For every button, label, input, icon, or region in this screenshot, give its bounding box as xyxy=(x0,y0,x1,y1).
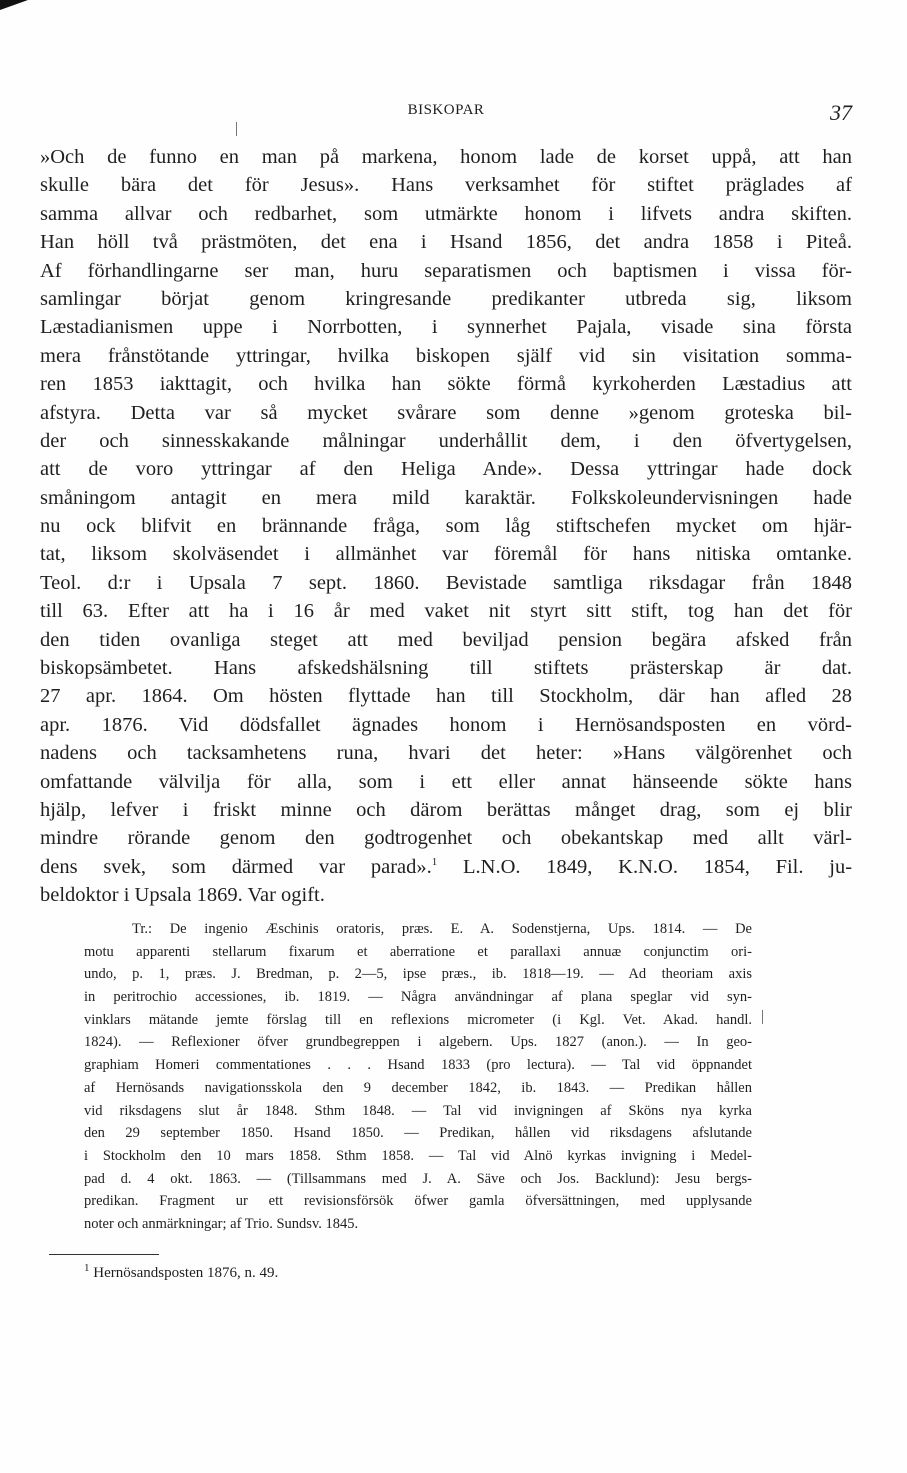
text-line: beldoktor i Upsala 1869. Var ogift. xyxy=(40,884,325,907)
text-line: nu ock blifvit en brännande fråga, som låg stiftschefen mycket om hjär- xyxy=(40,515,852,538)
text-line: till 63. Efter att ha i 16 år med vaket nit styrt sitt stift, tog han det för xyxy=(40,600,852,623)
works-line: i Stockholm den 10 mars 1858. Sthm 1858. — Tal vid Alnö kyrkas invigning i Medel- xyxy=(84,1147,752,1164)
scan-corner-mark xyxy=(0,0,28,10)
works-line: noter och anmärkningar; af Trio. Sundsv. 1845. xyxy=(84,1215,359,1232)
works-line: Tr.: De ingenio Æschinis oratoris, præs. E. A. Sodenstjerna, Ups. 1814. — De xyxy=(132,921,752,937)
text-fragment: L.N.O. 1849, K.N.O. 1854, Fil. ju- xyxy=(463,855,853,878)
works-list xyxy=(84,918,752,1236)
text-line: Han höll två prästmöten, det ena i Hsand 1856, det andra 1858 i Piteå. xyxy=(40,231,852,254)
text-line: tat, liksom skolväsendet i allmänhet var föremål för hans nitiska omtanke. xyxy=(40,543,852,566)
page-number: 37 xyxy=(830,100,852,125)
works-line: undo, p. 1, præs. J. Bredman, p. 2—5, ipse præs., ib. 1818—19. — Ad theoriam axis xyxy=(84,966,752,983)
footnote-divider xyxy=(49,1254,159,1255)
works-line: af Hernösands navigationsskola den 9 december 1842, ib. 1843. — Predikan hållen xyxy=(84,1079,752,1096)
footnote-reference[interactable]: 1 xyxy=(431,855,438,868)
scan-artifact xyxy=(762,1010,763,1024)
text-line: Af förhandlingarne ser man, huru separatismen och baptismen i vissa för- xyxy=(40,259,852,282)
footnote-marker: 1 xyxy=(84,1262,90,1274)
text-line: Teol. d:r i Upsala 7 sept. 1860. Bevistade samtliga riksdagar från 1848 xyxy=(40,571,852,594)
footnote-text: Hernösandsposten 1876, n. 49. xyxy=(93,1265,279,1281)
text-line: att de voro yttringar af den Heliga Ande». Dessa yttringar hade dock xyxy=(40,458,852,481)
works-line: motu apparenti stellarum fixarum et aberratione et parallaxi annuæ conjunctim ori- xyxy=(84,943,752,960)
text-line: hjälp, lefver i friskt minne och därom berättas månget drag, som ej blir xyxy=(40,798,852,821)
text-line: nadens och tacksamhetens runa, hvari det heter: »Hans välgörenhet och xyxy=(40,742,852,765)
works-line: pad d. 4 okt. 1863. — (Tillsammans med J. A. Säve och Jos. Backlund): Jesu bergs- xyxy=(84,1170,752,1187)
text-line-with-footnote xyxy=(40,853,852,881)
works-line: vid riksdagens slut år 1848. Sthm 1848. — Tal vid invigningen af Sköns nya kyrka xyxy=(84,1102,752,1119)
text-line: ren 1853 iakttagit, och hvilka han sökte förmå kyrkoherden Læstadius att xyxy=(40,373,852,396)
works-line: 1824). — Reflexioner öfver grundbegreppen i algebern. Ups. 1827 (anon.). — In geo- xyxy=(84,1034,752,1051)
running-title: BISKOPAR xyxy=(407,102,485,118)
scan-artifact xyxy=(236,122,237,136)
text-line: den tiden ovanliga steget att med beviljad pension begära afsked från xyxy=(40,628,852,651)
text-line: »Och de funno en man på markena, honom lade de korset uppå, att han xyxy=(40,146,852,168)
text-line: samma allvar och redbarhet, som utmärkte honom i lifvets andra skiften. xyxy=(40,202,852,225)
text-line: Læstadianismen uppe i Norrbotten, i synnerhet Pajala, visade sina första xyxy=(40,316,852,339)
text-line: skulle bära det för Jesus». Hans verksamhet för stiftet präglades af xyxy=(40,174,852,197)
works-line: in peritrochio accessiones, ib. 1819. — Några användningar af plana speglar vid syn- xyxy=(84,989,752,1006)
text-line: apr. 1876. Vid dödsfallet ägnades honom i Hernösandsposten en vörd- xyxy=(40,713,852,736)
works-line: den 29 september 1850. Hsand 1850. — Predikan, hållen vid riksdagens afslutande xyxy=(84,1125,752,1142)
text-line: mera frånstötande yttringar, hvilka biskopen själf vid sin visitation somma- xyxy=(40,344,852,367)
text-line: 27 apr. 1864. Om hösten flyttade han till Stockholm, där han afled 28 xyxy=(40,685,852,708)
works-line: vinklars mätande jemte förslag till en reflexions micrometer (i Kgl. Vet. Akad. handl. xyxy=(84,1011,752,1028)
text-line: mindre rörande genom den godtrogenhet och obekantskap med allt värl- xyxy=(40,827,852,850)
text-line: der och sinnesskakande målningar underhållit dem, i den öfvertygelsen, xyxy=(40,429,852,452)
text-line: omfattande välvilja för alla, som i ett eller annat hänseende sökte hans xyxy=(40,770,852,793)
text-line: afstyra. Detta var så mycket svårare som denne »genom groteska bil- xyxy=(40,401,852,424)
footnote xyxy=(84,1262,278,1284)
text-line: småningom antagit en mera mild karaktär. Folkskoleundervisningen hade xyxy=(40,486,852,509)
text-fragment: dens svek, som därmed var parad». xyxy=(40,855,432,878)
text-line: samlingar börjat genom kringresande predikanter utbreda sig, liksom xyxy=(40,287,852,310)
main-text xyxy=(40,143,852,910)
works-line: predikan. Fragment ur ett revisionsförsök öfwer gamla öfversättningen, med upplysande xyxy=(84,1193,752,1210)
running-head xyxy=(40,100,852,130)
text-line: biskopsämbetet. Hans afskedshälsning till stiftets prästerskap är dat. xyxy=(40,657,852,680)
works-line: graphiam Homeri commentationes . . . Hsand 1833 (pro lectura). — Tal vid öppnandet xyxy=(84,1057,752,1074)
